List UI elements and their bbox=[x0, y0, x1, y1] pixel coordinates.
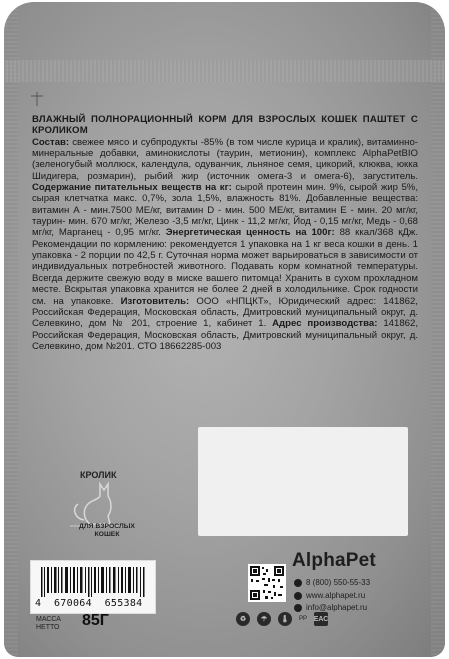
phone-icon bbox=[294, 579, 302, 587]
contact-phone bbox=[294, 577, 370, 590]
production-label: Адрес производства: bbox=[272, 318, 378, 330]
phone-text: 8 (800) 550-55-33 bbox=[306, 578, 371, 587]
manufacturer-label: Изготовитель: bbox=[120, 295, 190, 307]
product-title: ВЛАЖНЫЙ ПОЛНОРАЦИОННЫЙ КОРМ ДЛЯ ВЗРОСЛЫХ КОШЕК ПАШТЕТ С КРОЛИКОМ bbox=[32, 114, 418, 137]
nutrients-label: Содержание питательных веществ на кг: bbox=[32, 182, 232, 194]
qr-code bbox=[248, 564, 286, 602]
barcode bbox=[30, 560, 156, 614]
umbrella-icon: ☂ bbox=[257, 612, 271, 626]
thermometer-icon: 🌡 bbox=[278, 612, 292, 626]
barcode-left-group: 670064 bbox=[53, 598, 92, 609]
label-text-block bbox=[32, 114, 418, 352]
right-seal bbox=[431, 2, 445, 657]
barcode-number bbox=[35, 598, 153, 609]
pp-icon bbox=[299, 616, 307, 622]
energy-label: Энергетическая ценность на 100г: bbox=[165, 227, 335, 239]
flavor-label: КРОЛИК bbox=[80, 470, 117, 480]
packaging-symbols bbox=[236, 612, 328, 626]
contacts-block bbox=[294, 577, 370, 615]
production-text: 141862, Российская Федерация, Московская область, Дмитровский муниципальный округ, д. Селевкино, дом №201. СТО 18662285-003 bbox=[32, 318, 418, 352]
net-mass-label: МАССА НЕТТО bbox=[36, 616, 61, 631]
composition-label: Состав: bbox=[32, 136, 70, 148]
brand-logo: AlphaPet bbox=[292, 550, 376, 571]
email-text: info@alphapet.ru bbox=[306, 603, 368, 612]
composition-text: свежее мясо и субпродукты -85% (в том числе курица и кралик), витаминно-минеральные добавки, аминокислоты (таурин, метионин), комплекс AlphaPetBIO (зеленогубый моллюск, календула, одуванчик, льняное семя, цикорий, клюква, юкка Шидигера, розмарин), рыбий жир (источник омега-3 и омега-6), загуститель. bbox=[32, 136, 418, 182]
recycle-code: PP bbox=[299, 616, 308, 622]
globe-icon bbox=[294, 592, 302, 600]
date-print-area bbox=[198, 427, 408, 536]
eac-icon: ЕАС bbox=[314, 612, 328, 626]
contact-web bbox=[294, 590, 370, 603]
web-text: www.alphapet.ru bbox=[306, 590, 366, 600]
recycle-icon: ♻ bbox=[236, 612, 250, 626]
barcode-right-group: 655384 bbox=[104, 598, 143, 609]
nutrients-text: сырой протеин мин. 9%, сырой жир 5%, сырая клетчатка макс. 0,7%, зола 1,5%, влажность 81%. Добавленные вещества: витамин А - мин.7500 МЕ/кг, витамин D - мин. 500 МЕ/кг, витамин Е - мин. 20 мг/кг, таурин- мин. 670 мг/кг, Железо -3,5 мг/кг, Цинк - 11,2 мг/кг, Йод - 0,15 мг/кг, Медь - 0,68 мг/кг, Марганец - 0,95 мг/кг. bbox=[32, 182, 419, 239]
cat-silhouette-icon bbox=[60, 480, 140, 528]
audience-label: ДЛЯ ВЗРОСЛЫХ КОШЕК bbox=[79, 523, 135, 538]
left-seal bbox=[4, 2, 18, 657]
barcode-first-digit: 4 bbox=[35, 598, 42, 609]
tear-notch-icon bbox=[30, 92, 44, 106]
tear-strip bbox=[4, 60, 445, 82]
barcode-bars bbox=[41, 567, 145, 597]
manufacturer-text: ООО «НПЦКТ», Юридический адрес: 141862, Российская Федерация, Московская область, Дмитровский муниципальный округ, д. Селевкино, дом № 201, строение 1, кабинет 1. bbox=[32, 295, 418, 330]
energy-text: 88 ккал/368 кДж. Рекомендации по кормлению: рекомендуется 1 упаковка на 1 кг веса кошки в день. 1 упаковка - 2 порции по 42,5 г. Суточная норма может варьироваться в зависимости от индивидуальных потребностей животного. Подавать корм комнатной температуры. Всегда держите свежую воду в миске вашего питомца! Хранить в сухом прохладном месте. Вскрытая упаковка хранится не более 2 дней в холодильнике. Срок годности см. на упаковке. bbox=[32, 227, 419, 307]
net-weight: 85Г bbox=[82, 612, 109, 629]
